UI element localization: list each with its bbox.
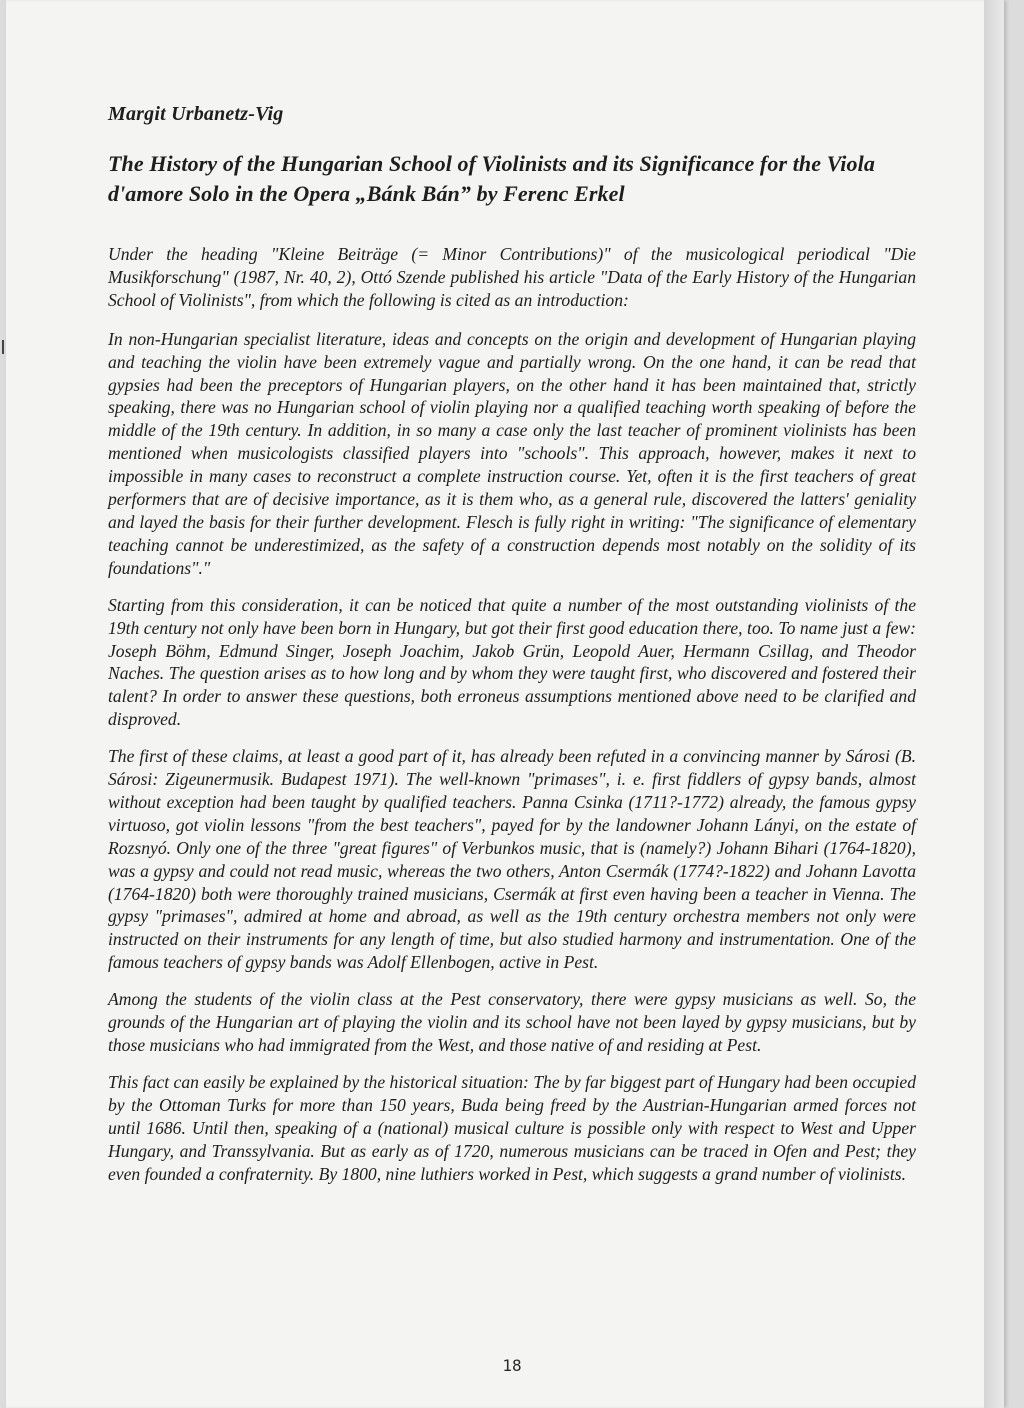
body-paragraph: This fact can easily be explained by the historical situation: The by far biggest part of Hungary had been occupied by the Ottoman Turks for more than 150 years, Buda being freed by the Austrian-Hungarian armed forces not until 1686. Until then, speaking of a (national) musical culture is possible only with respect to West and Upper Hungary, and Transsylvania. But as early as of 1720, numerous musicians can be traced in Ofen and Pest; they even founded a confraternity. By 1800, nine luthiers worked in Pest, which suggests a grand number of violinists. [108,1071,916,1184]
document-body [102,103,916,1199]
quote-paragraph: In non-Hungarian specialist literature, ideas and concepts on the origin and development of Hungarian playing and teaching the violin have been extremely vague and partially wrong. On the one hand, it can be read that gypsies had been the preceptors of Hungarian players, on the other hand it has been maintained that, strictly speaking, there was no Hungarian school of violin playing nor a qualified teaching worth speaking of before the middle of the 19th century. In addition, in so many a case only the last teacher of prominent violinists has been mentioned when musicologists classified players into "schools". This approach, however, makes it next to impossible in many cases to reconstruct a complete instruction course. Yet, often it is the first teachers of great performers that are of decisive importance, as it is them who, as a general rule, discovered the latters' geniality and layed the basis for their further development. Flesch is fully right in writing: "The significance of elementary teaching cannot be underestimized, as the safety of a construction depends most notably on the solidity of its foundations"." [108,328,916,578]
article-title: The History of the Hungarian School of Violinists and its Significance for the Viola d'amore Solo in the Opera „Bánk Bán” by Ferenc Erkel [108,151,875,206]
intro-paragraph: Under the heading "Kleine Beiträge (= Minor Contributions)" of the musicological periodical "Die Musikforschung" (1987, Nr. 40, 2), Ottó Szende published his article "Data of the Early History of the Hungarian School of Violinists", from which the following is cited as an introduction: [108,244,916,310]
author-name: Margit Urbanetz-Vig [108,103,284,125]
body-paragraph: Among the students of the violin class at the Pest conservatory, there were gypsy musicians as well. So, the grounds of the Hungarian art of playing the violin and its school have not been layed by gypsy musicians, but by those musicians who had immigrated from the West, and those native of and residing at Pest. [108,989,916,1055]
body-paragraph: The first of these claims, at least a good part of it, has already been refuted in a convincing manner by Sárosi (B. Sárosi: Zigeunermusik. Budapest 1971). The well-known "primases", i. e. first fiddlers of gypsy bands, almost without exception had been taught by qualified teachers. Panna Csinka (1711?-1772) already, the famous gypsy virtuoso, got violin lessons "from the best teachers", payed for by the landowner Johann Lányi, on the estate of Rozsnyó. Only one of the three "great figures" of Verbunkos music, that is (namely?) Johann Bihari (1764-1820), was a gypsy and could not read music, whereas the two others, Anton Csermák (1774?-1822) and Johann Lavotta (1764-1820) both were thoroughly trained musicians, Csermák at first even having been a teacher in Vienna. The gypsy "primases", admired at home and abroad, as well as the 19th century orchestra members not only were instructed on their instruments for any length of time, but also studied harmony and instrumentation. One of the famous teachers of gypsy bands was Adolf Ellenbogen, active in Pest. [108,746,916,973]
page-edge-shadow [984,0,1004,1408]
margin-mark [2,340,4,354]
body-paragraph: Starting from this consideration, it can be noticed that quite a number of the most outstanding violinists of the 19th century not only have been born in Hungary, but got their first good education there, too. To name just a few: Joseph Böhm, Edmund Singer, Joseph Joachim, Jakob Grün, Leopold Auer, Hermann Csillag, and Theodor Naches. The question arises as to how long and by whom they were taught first, who discovered and fostered their talent? In order to answer these questions, both erroneus assumptions mentioned above need to be clarified and disproved. [108,594,916,730]
page-number: 18 [502,1356,522,1375]
